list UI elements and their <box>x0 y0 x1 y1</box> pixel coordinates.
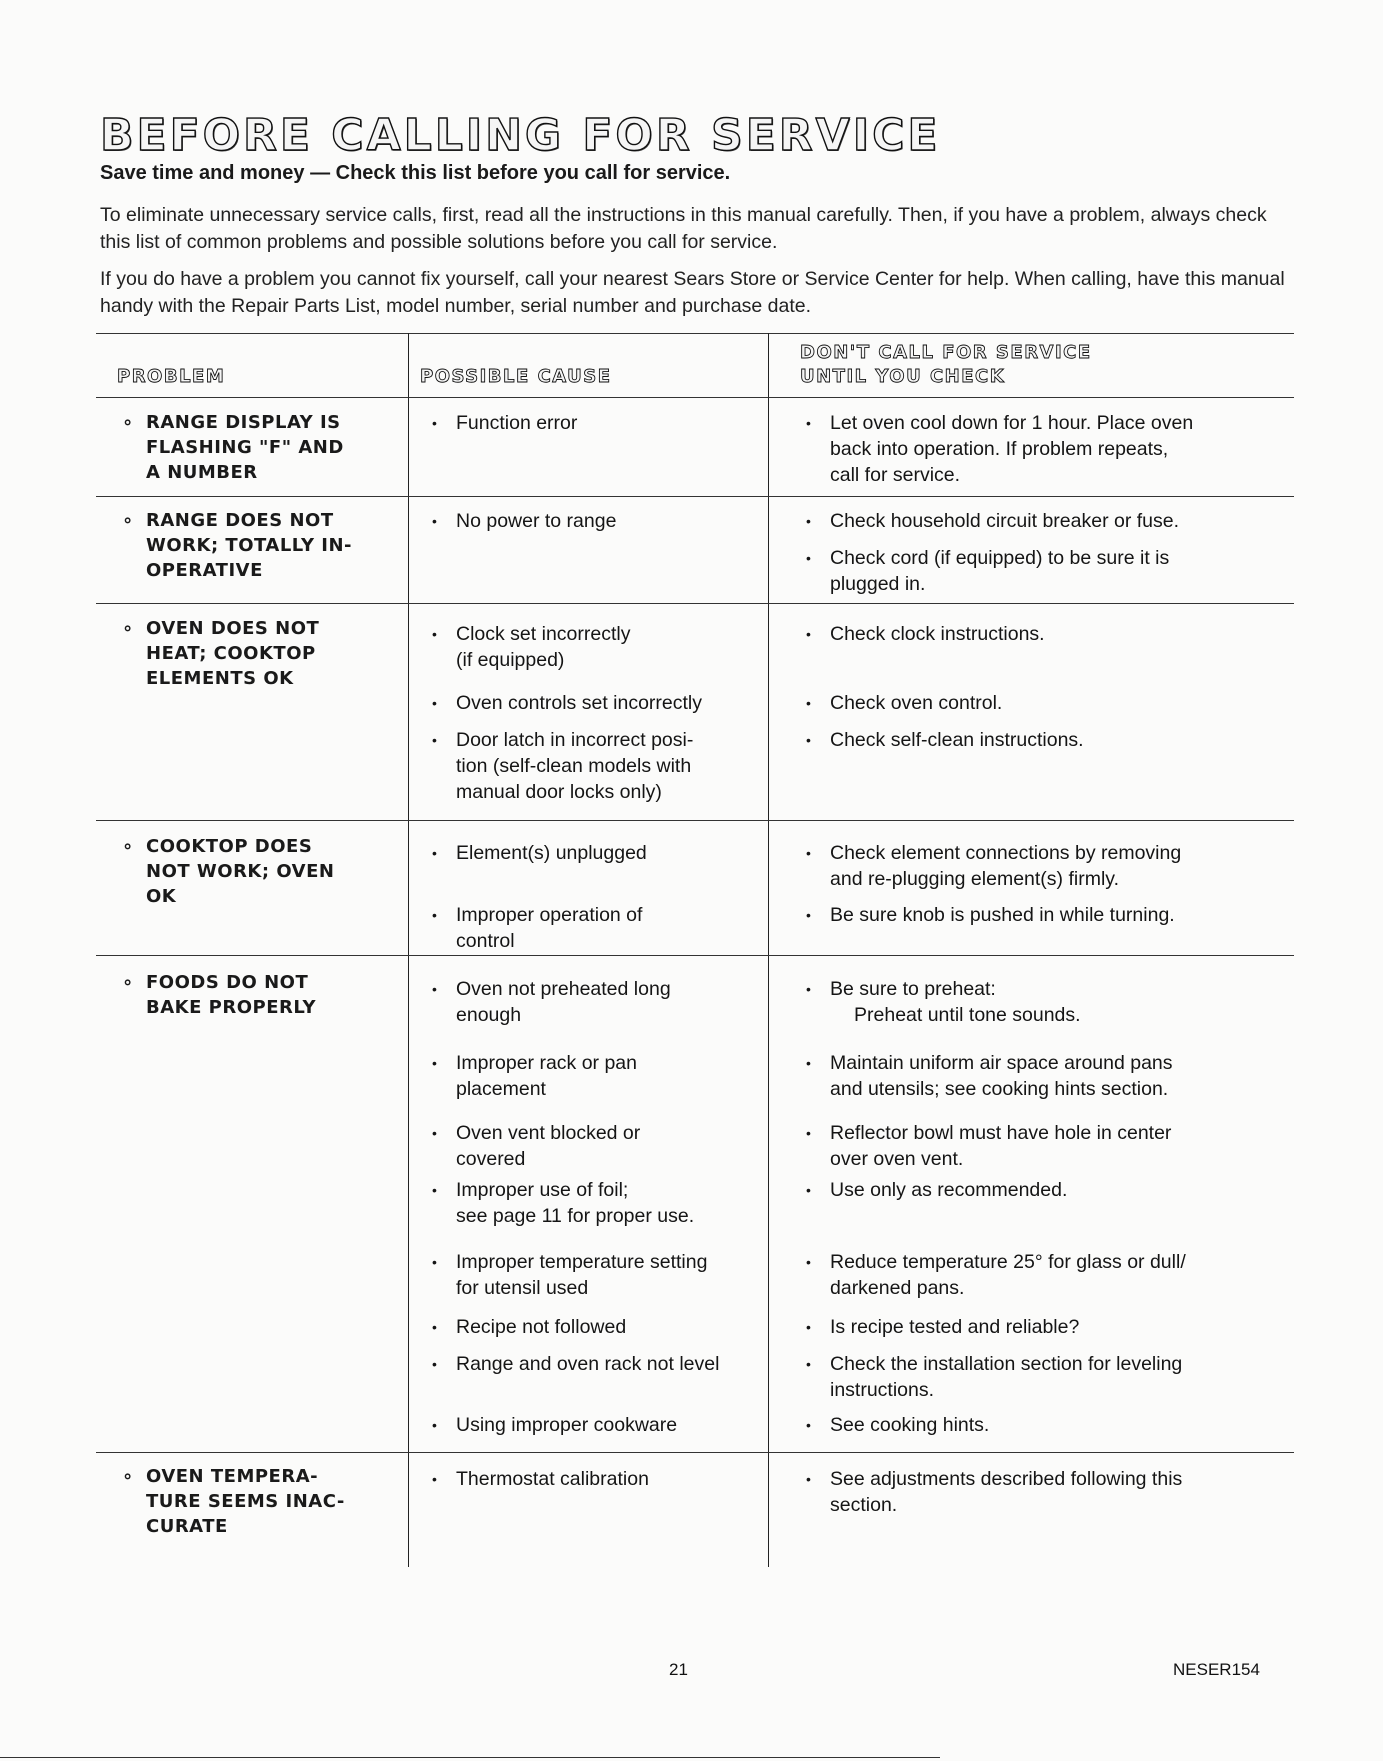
bullet-icon: ∘ <box>122 972 134 993</box>
bullet-icon: • <box>806 415 811 431</box>
check-item-line: Reduce temperature 25° for glass or dull/ <box>830 1251 1186 1273</box>
problem-text-line: RANGE DOES NOT <box>146 510 334 531</box>
bullet-icon: • <box>806 1125 811 1141</box>
document-code: NESER154 <box>1173 1660 1260 1679</box>
check-item-line: Check clock instructions. <box>830 623 1045 645</box>
check-item <box>806 1050 1173 1102</box>
cause-item-line: control <box>456 930 515 952</box>
bullet-icon: • <box>432 845 437 861</box>
bullet-icon: • <box>432 981 437 997</box>
bullet-icon: • <box>432 907 437 923</box>
problem-text-line: BAKE PROPERLY <box>146 997 317 1018</box>
problem-cell <box>122 616 320 691</box>
header-rule <box>96 397 1294 398</box>
cause-item-line: see page 11 for proper use. <box>456 1205 695 1227</box>
problem-cell <box>122 508 352 583</box>
bottom-rule <box>0 1757 940 1758</box>
column-divider <box>768 333 769 1567</box>
check-item-line: Reflector bowl must have hole in center <box>830 1122 1172 1144</box>
subtitle: Save time and money — Check this list before you call for service. <box>100 162 731 184</box>
bullet-icon: • <box>806 550 811 566</box>
bullet-icon: • <box>806 1319 811 1335</box>
cause-item-line: Oven controls set incorrectly <box>456 692 703 714</box>
cause-item <box>432 902 643 954</box>
problem-text-line: OK <box>146 886 177 907</box>
header-check-line-2: UNTIL YOU CHECK <box>800 366 1006 387</box>
row-divider <box>96 955 1294 956</box>
bullet-icon: • <box>806 1417 811 1433</box>
problem-text-line: HEAT; COOKTOP <box>146 643 316 664</box>
check-item-line: Maintain uniform air space around pans <box>830 1052 1173 1074</box>
bullet-icon: • <box>432 1254 437 1270</box>
problem-text-line: OVEN TEMPERA- <box>146 1466 319 1487</box>
check-item-line: Check element connections by removing <box>830 842 1182 864</box>
cause-item <box>432 690 703 716</box>
bullet-icon: • <box>806 513 811 529</box>
check-item-line: See adjustments described following this <box>830 1468 1183 1490</box>
check-item <box>806 621 1045 647</box>
check-item-line: Check cord (if equipped) to be sure it is <box>830 547 1170 569</box>
problem-cell <box>122 1464 345 1539</box>
check-item-line: and re-plugging element(s) firmly. <box>830 868 1120 890</box>
problem-text-line: RANGE DISPLAY IS <box>146 412 341 433</box>
cause-item-line: No power to range <box>456 510 617 532</box>
problem-text-line: ELEMENTS OK <box>146 668 294 689</box>
problem-text-line: FOODS DO NOT <box>146 972 309 993</box>
check-item-line: instructions. <box>830 1379 935 1401</box>
intro-paragraph: To eliminate unnecessary service calls, first, read all the instructions in this manual carefully. Then, if you have a problem, always check this list of common problems and possible solutions before you call for service. <box>100 204 1267 253</box>
bullet-icon: • <box>806 907 811 923</box>
row-divider <box>96 496 1294 497</box>
cause-item-line: Door latch in incorrect posi- <box>456 729 694 751</box>
cause-item-line: covered <box>456 1148 526 1170</box>
check-item <box>806 1249 1186 1301</box>
cause-item-line: Element(s) unplugged <box>456 842 647 864</box>
intro-paragraph: If you do have a problem you cannot fix yourself, call your nearest Sears Store or Service Center for help. When calling, have this manual handy with the Repair Parts List, model number, serial number and purchase date. <box>100 268 1285 317</box>
page-number: 21 <box>669 1660 688 1679</box>
check-item-line: Preheat until tone sounds. <box>854 1004 1081 1026</box>
cause-item-line: Improper temperature setting <box>456 1251 708 1273</box>
check-item-line: over oven vent. <box>830 1148 964 1170</box>
row-divider <box>96 820 1294 821</box>
cause-item-line: Improper use of foil; <box>456 1179 629 1201</box>
problem-text-line: CURATE <box>146 1516 228 1537</box>
cause-item <box>432 1249 708 1301</box>
check-item <box>806 1351 1183 1403</box>
check-item <box>806 840 1182 892</box>
cause-item-line: manual door locks only) <box>456 781 662 803</box>
header-check-line-1: DON'T CALL FOR SERVICE <box>800 342 1092 363</box>
cause-item-line: placement <box>456 1078 546 1100</box>
bullet-icon: • <box>806 1182 811 1198</box>
check-item-line: Be sure knob is pushed in while turning. <box>830 904 1175 926</box>
cause-item-line: (if equipped) <box>456 649 565 671</box>
check-item <box>806 545 1170 597</box>
bullet-icon: • <box>432 626 437 642</box>
bullet-icon: • <box>806 695 811 711</box>
cause-item-line: Clock set incorrectly <box>456 623 631 645</box>
cause-item-line: Recipe not followed <box>456 1316 627 1338</box>
check-item-line: Is recipe tested and reliable? <box>830 1316 1080 1338</box>
check-item-line: section. <box>830 1494 898 1516</box>
bullet-icon: • <box>432 1417 437 1433</box>
check-item <box>806 410 1194 488</box>
check-item-line: Let oven cool down for 1 hour. Place oven <box>830 412 1194 434</box>
check-item <box>806 1314 1080 1340</box>
cause-item-line: Using improper cookware <box>456 1414 678 1436</box>
cause-item <box>432 727 694 805</box>
check-item-line: Check self-clean instructions. <box>830 729 1084 751</box>
check-item-line: Use only as recommended. <box>830 1179 1068 1201</box>
cause-item <box>432 1120 641 1172</box>
cause-item-line: Improper operation of <box>456 904 643 926</box>
bullet-icon: • <box>432 1182 437 1198</box>
bullet-icon: • <box>432 1471 437 1487</box>
check-item <box>806 1466 1183 1518</box>
bullet-icon: ∘ <box>122 412 134 433</box>
check-item <box>806 976 1081 1028</box>
bullet-icon: • <box>432 695 437 711</box>
cause-item-line: Range and oven rack not level <box>456 1353 720 1375</box>
bullet-icon: • <box>432 732 437 748</box>
header-problem: PROBLEM <box>117 366 226 387</box>
cause-item-line: Oven not preheated long <box>456 978 671 1000</box>
problem-text-line: OPERATIVE <box>146 560 263 581</box>
cause-item-line: for utensil used <box>456 1277 589 1299</box>
bullet-icon: • <box>432 1125 437 1141</box>
check-item-line: Check the installation section for leveling <box>830 1353 1183 1375</box>
problem-text-line: NOT WORK; OVEN <box>146 861 335 882</box>
bullet-icon: • <box>432 1055 437 1071</box>
bullet-icon: • <box>432 1356 437 1372</box>
problem-cell <box>122 410 344 485</box>
bullet-icon: ∘ <box>122 510 134 531</box>
check-item-line: Check oven control. <box>830 692 1003 714</box>
problem-cell <box>122 970 317 1020</box>
problem-text-line: A NUMBER <box>146 462 258 483</box>
bullet-icon: • <box>806 1254 811 1270</box>
cause-item <box>432 976 671 1028</box>
bullet-icon: • <box>432 1319 437 1335</box>
check-item <box>806 727 1084 753</box>
problem-text-line: COOKTOP DOES <box>146 836 313 857</box>
problem-text-line: OVEN DOES NOT <box>146 618 320 639</box>
row-divider <box>96 1452 1294 1453</box>
bullet-icon: • <box>806 1055 811 1071</box>
bullet-icon: ∘ <box>122 618 134 639</box>
problem-cell <box>122 834 335 909</box>
cause-item <box>432 508 617 534</box>
bullet-icon: • <box>806 1471 811 1487</box>
bullet-icon: ∘ <box>122 836 134 857</box>
check-item-line: back into operation. If problem repeats, <box>830 438 1169 460</box>
cause-item-line: Oven vent blocked or <box>456 1122 641 1144</box>
cause-item <box>432 1466 649 1492</box>
check-item <box>806 690 1003 716</box>
check-item-line: See cooking hints. <box>830 1414 990 1436</box>
table-top-rule <box>96 333 1294 334</box>
cause-item-line: Thermostat calibration <box>456 1468 649 1490</box>
cause-item <box>432 1412 678 1438</box>
bullet-icon: ∘ <box>122 1466 134 1487</box>
check-item <box>806 1177 1068 1203</box>
problem-text-line: WORK; TOTALLY IN- <box>146 535 352 556</box>
check-item-line: plugged in. <box>830 573 926 595</box>
check-item-line: Be sure to preheat: <box>830 978 996 1000</box>
bullet-icon: • <box>806 732 811 748</box>
row-divider <box>96 603 1294 604</box>
cause-item <box>432 840 647 866</box>
check-item <box>806 508 1180 534</box>
cause-item <box>432 1351 720 1377</box>
problem-text-line: FLASHING "F" AND <box>146 437 344 458</box>
check-item <box>806 1412 990 1438</box>
check-item-line: and utensils; see cooking hints section. <box>830 1078 1169 1100</box>
cause-item <box>432 1314 627 1340</box>
check-item-line: darkened pans. <box>830 1277 965 1299</box>
bullet-icon: • <box>432 415 437 431</box>
cause-item-line: Function error <box>456 412 578 434</box>
check-item-line: Check household circuit breaker or fuse. <box>830 510 1180 532</box>
column-divider <box>408 333 409 1567</box>
check-item-line: call for service. <box>830 464 961 486</box>
page-title: BEFORE CALLING FOR SERVICE <box>100 110 941 161</box>
bullet-icon: • <box>806 626 811 642</box>
check-item <box>806 902 1175 928</box>
bullet-icon: • <box>806 845 811 861</box>
check-item <box>806 1120 1172 1172</box>
problem-text-line: TURE SEEMS INAC- <box>146 1491 345 1512</box>
cause-item <box>432 410 578 436</box>
cause-item <box>432 1050 637 1102</box>
header-possible-cause: POSSIBLE CAUSE <box>420 366 612 387</box>
cause-item-line: tion (self-clean models with <box>456 755 692 777</box>
cause-item <box>432 621 631 673</box>
cause-item-line: Improper rack or pan <box>456 1052 637 1074</box>
cause-item-line: enough <box>456 1004 522 1026</box>
cause-item <box>432 1177 695 1229</box>
bullet-icon: • <box>432 513 437 529</box>
bullet-icon: • <box>806 981 811 997</box>
bullet-icon: • <box>806 1356 811 1372</box>
